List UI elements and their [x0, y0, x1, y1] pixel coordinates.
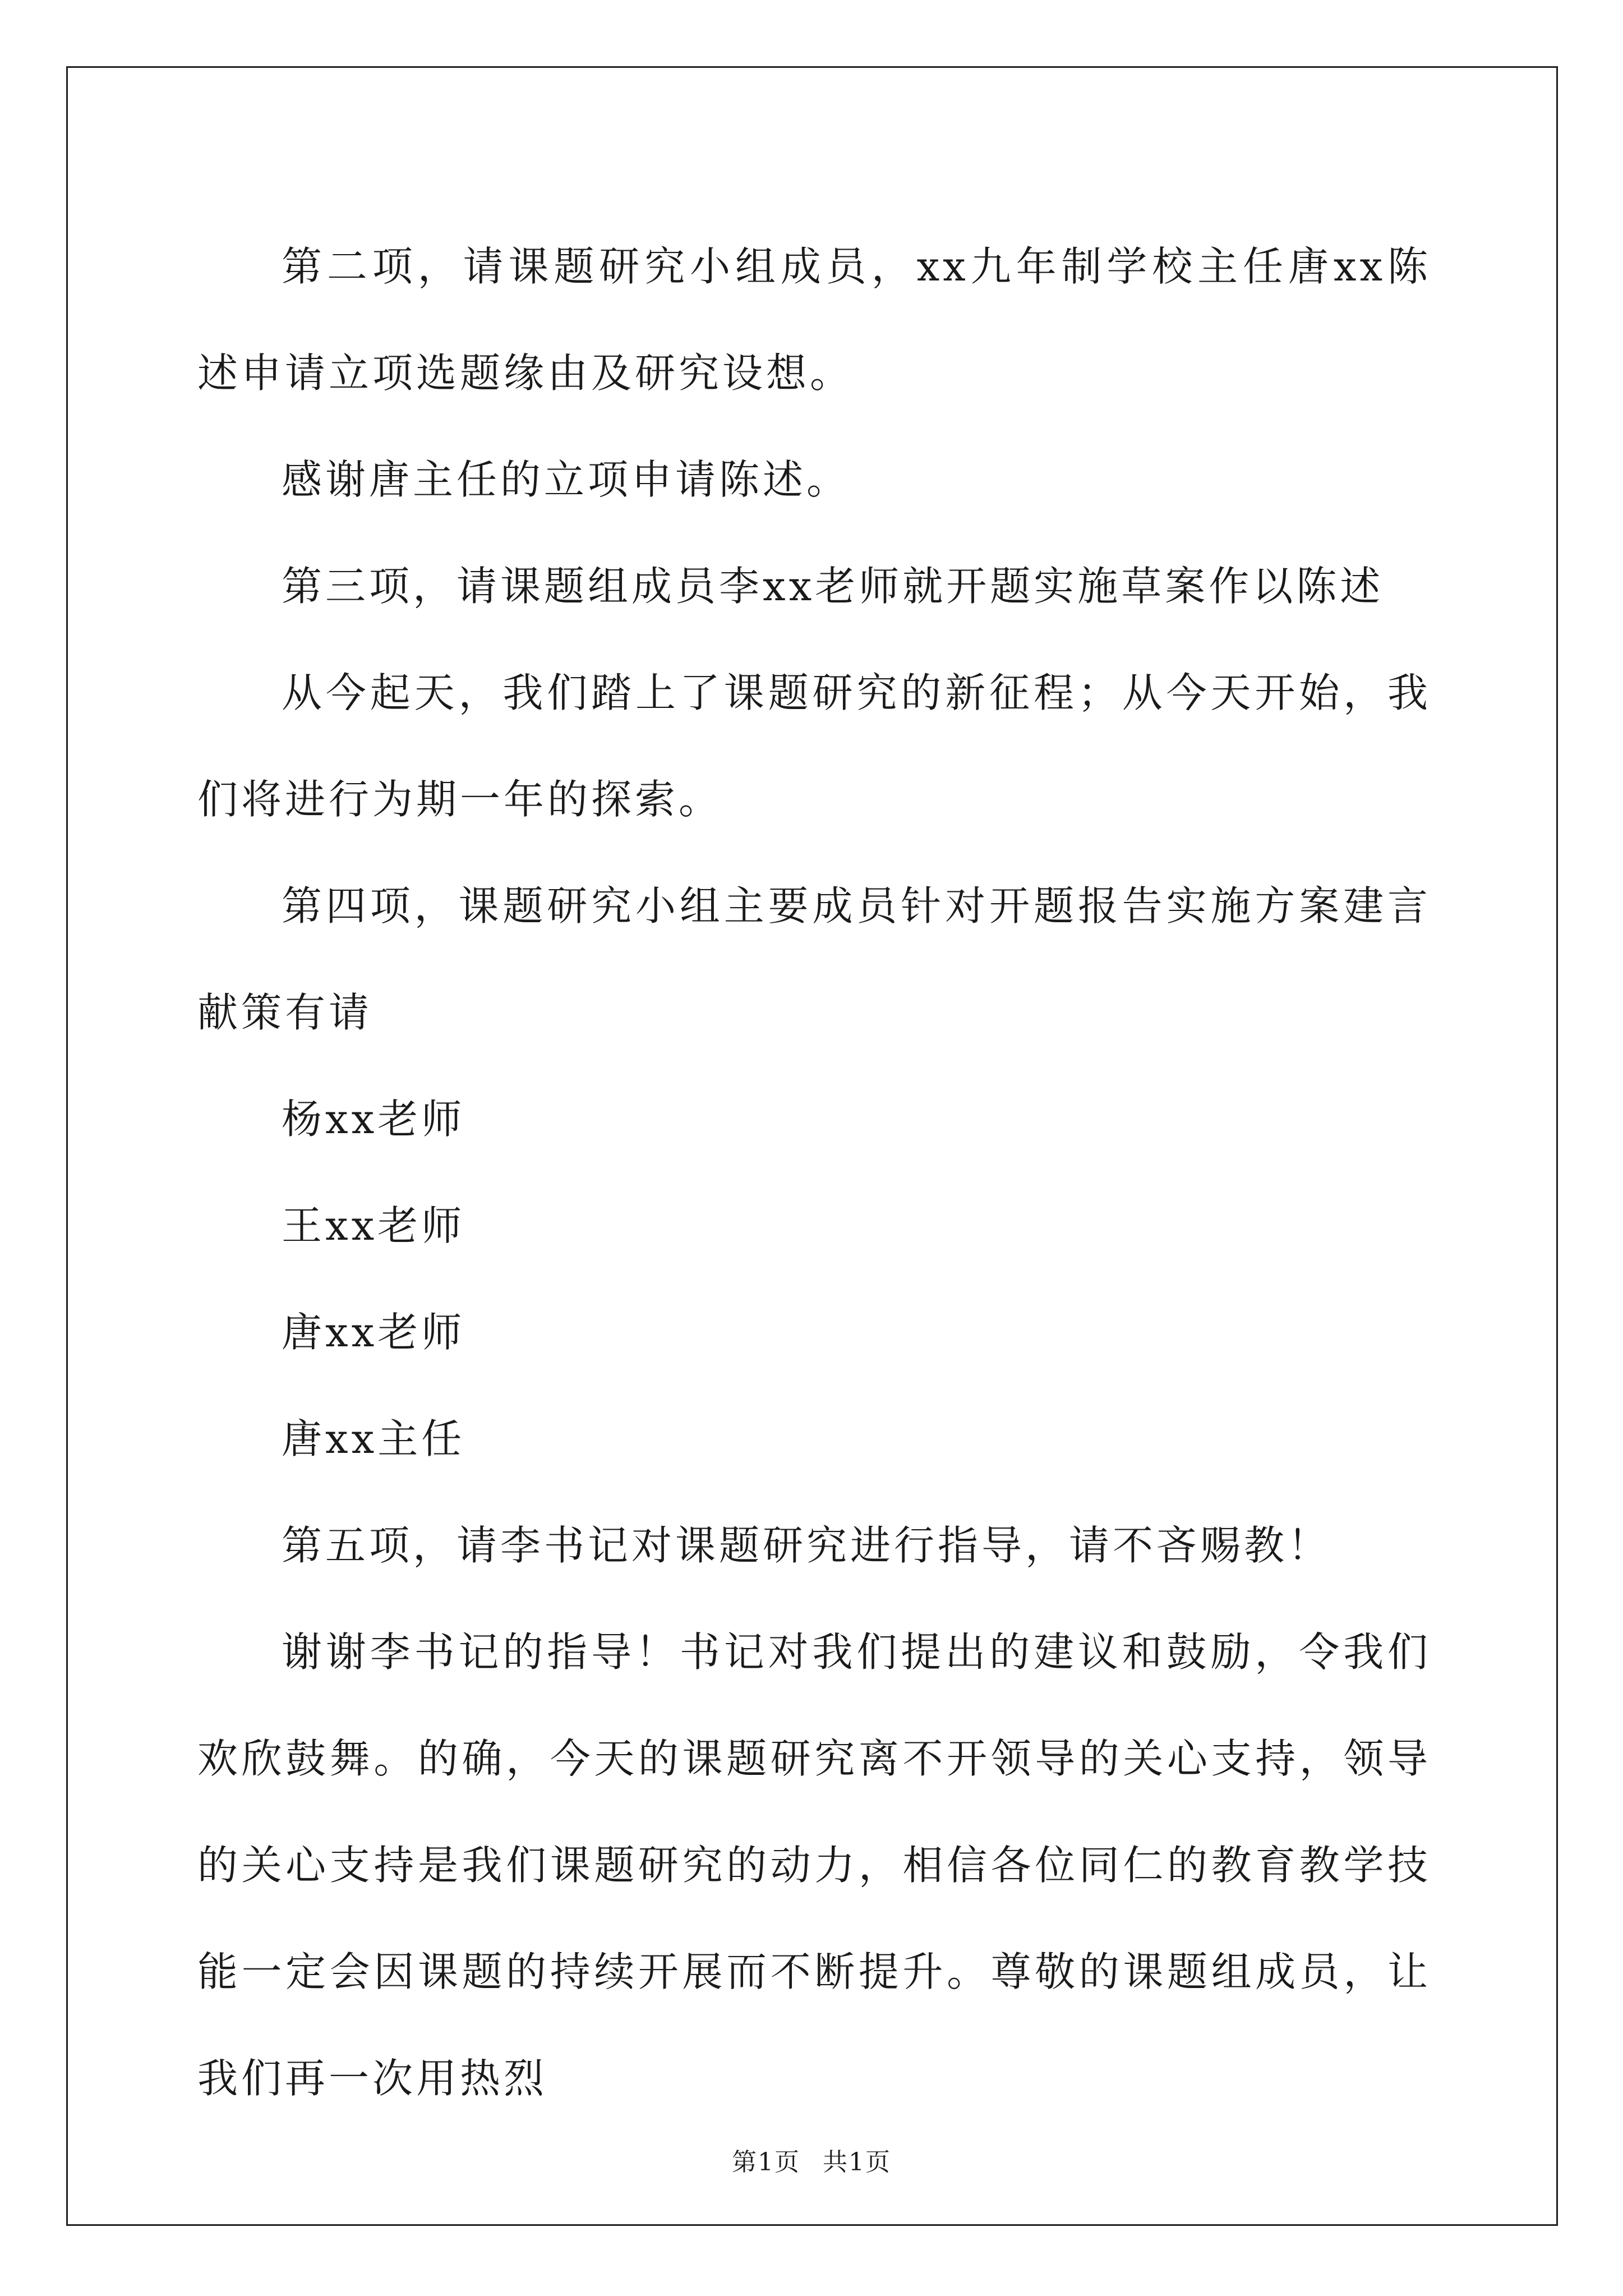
paragraph: 第四项，课题研究小组主要成员针对开题报告实施方案建言献策有请: [197, 882, 1431, 1036]
paragraph: 从今起天，我们踏上了课题研究的新征程；从今天开始，我们将进行为期一年的探索。: [197, 669, 1431, 823]
paragraph: 感谢唐主任的立项申请陈述。: [282, 456, 851, 503]
page-footer: [0, 2146, 1623, 2179]
paragraph: 第三项，请课题组成员李xx老师就开题实施草案作以陈述: [282, 563, 1384, 610]
paragraph: 谢谢李书记的指导！书记对我们提出的建议和鼓励，令我们欢欣鼓舞。的确，今天的课题研究离不开领导的关心支持，领导的关心支持是我们课题研究的动力，相信各位同仁的教育教学技能一定会因课题的持续开展而不断提升。尊敬的课题组成员，让我们再一次用热烈: [197, 1628, 1431, 2102]
paragraph: 唐xx老师: [282, 1309, 465, 1356]
document-body: [197, 213, 1431, 2132]
paragraph: 唐xx主任: [282, 1415, 465, 1462]
page-number: 第1页: [732, 2148, 800, 2177]
paragraph: 第二项，请课题研究小组成员，xx九年制学校主任唐xx陈述申请立项选题缘由及研究设想。: [197, 243, 1431, 397]
paragraph: 杨xx老师: [282, 1096, 465, 1143]
paragraph: 王xx老师: [282, 1202, 465, 1249]
page-total: 共1页: [823, 2148, 891, 2177]
paragraph: 第五项，请李书记对课题研究进行指导，请不吝赐教！: [282, 1522, 1332, 1569]
